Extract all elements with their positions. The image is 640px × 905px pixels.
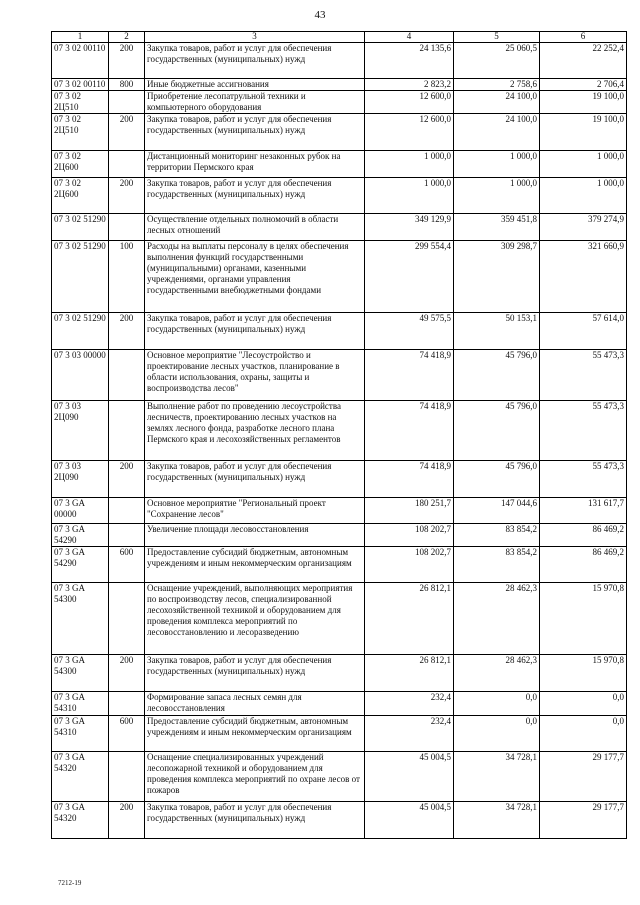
amount-cell: 49 575,5 [365,313,454,350]
target-code-cell: 07 3 02 00110 [52,43,109,79]
amount-cell: 1 000,0 [540,178,627,214]
description-cell: Иные бюджетные ассигнования [145,79,365,91]
expense-type-cell [109,91,145,114]
target-code-cell: 07 3 GA 54300 [52,655,109,692]
description-cell: Выполнение работ по проведению лесоустройства лесничеств, проектированию лесных участков на землях лесного фонда, разработке лесного плана Пермского края и лесохозяйственных регламентов [145,401,365,461]
amount-cell: 29 177,7 [540,802,627,839]
amount-cell: 12 600,0 [365,91,454,114]
expense-type-cell: 200 [109,114,145,151]
description-cell: Дистанционный мониторинг незаконных рубок на территории Пермского края [145,151,365,178]
description-cell: Приобретение лесопатрульной техники и компьютерного оборудования [145,91,365,114]
expense-type-cell: 200 [109,313,145,350]
description-cell: Оснащение специализированных учреждений лесопожарной техникой и оборудованием для проведения комплекса мероприятий по охране лесов от пожаров [145,752,365,802]
amount-cell: 45 796,0 [454,401,540,461]
target-code-cell: 07 3 02 51290 [52,241,109,313]
table-row [52,350,627,401]
amount-cell: 50 153,1 [454,313,540,350]
amount-cell: 55 473,3 [540,461,627,498]
description-cell: Оснащение учреждений, выполняющих мероприятия по воспроизводству лесов, специализированной лесохозяйственной техникой и оборудованием для проведения комплекса мероприятий по лесовосстановлению и лесоразведению [145,583,365,655]
table-row [52,655,627,692]
target-code-cell: 07 3 GA 54310 [52,716,109,752]
document-footer-code: 7212-19 [58,879,82,887]
amount-cell: 1 000,0 [454,178,540,214]
amount-cell: 34 728,1 [454,752,540,802]
description-cell: Предоставление субсидий бюджетным, автономным учреждениям и иным некоммерческим организациям [145,716,365,752]
description-cell: Закупка товаров, работ и услуг для обеспечения государственных (муниципальных) нужд [145,313,365,350]
expense-type-cell: 200 [109,43,145,79]
column-header: 6 [540,32,627,43]
amount-cell: 309 298,7 [454,241,540,313]
expense-type-cell [109,401,145,461]
description-cell: Предоставление субсидий бюджетным, автономным учреждениям и иным некоммерческим организациям [145,547,365,583]
amount-cell: 45 796,0 [454,461,540,498]
table-row [52,214,627,241]
amount-cell: 147 044,6 [454,498,540,524]
amount-cell: 321 660,9 [540,241,627,313]
description-cell: Закупка товаров, работ и услуг для обеспечения государственных (муниципальных) нужд [145,461,365,498]
amount-cell: 2 758,6 [454,79,540,91]
target-code-cell: 07 3 02 00110 [52,79,109,91]
target-code-cell: 07 3 02 51290 [52,313,109,350]
expense-type-cell: 600 [109,547,145,583]
amount-cell: 0,0 [540,716,627,752]
target-code-cell: 07 3 GA 54310 [52,692,109,716]
target-code-cell: 07 3 GA 54300 [52,583,109,655]
description-cell: Расходы на выплаты персоналу в целях обеспечения выполнения функций государственными (муниципальными) органами, казенными учреждениями, органами управления государственными внебюджетными фондами [145,241,365,313]
target-code-cell: 07 3 02 2Ц600 [52,151,109,178]
amount-cell: 55 473,3 [540,350,627,401]
table-row [52,692,627,716]
amount-cell: 19 100,0 [540,91,627,114]
amount-cell: 24 135,6 [365,43,454,79]
amount-cell: 28 462,3 [454,583,540,655]
table-row [52,547,627,583]
amount-cell: 74 418,9 [365,461,454,498]
expense-type-cell: 200 [109,461,145,498]
amount-cell: 45 004,5 [365,802,454,839]
description-cell: Закупка товаров, работ и услуг для обеспечения государственных (муниципальных) нужд [145,114,365,151]
target-code-cell: 07 3 03 00000 [52,350,109,401]
amount-cell: 0,0 [540,692,627,716]
amount-cell: 2 706,4 [540,79,627,91]
table-row [52,178,627,214]
page-number: 43 [314,9,326,21]
amount-cell: 28 462,3 [454,655,540,692]
table-row [52,313,627,350]
target-code-cell: 07 3 03 2Ц090 [52,461,109,498]
expense-type-cell [109,214,145,241]
table-row [52,241,627,313]
table-row [52,752,627,802]
expense-type-cell: 100 [109,241,145,313]
expense-type-cell: 600 [109,716,145,752]
description-cell: Закупка товаров, работ и услуг для обеспечения государственных (муниципальных) нужд [145,178,365,214]
expense-type-cell [109,498,145,524]
column-header: 1 [52,32,109,43]
target-code-cell: 07 3 02 51290 [52,214,109,241]
amount-cell: 349 129,9 [365,214,454,241]
amount-cell: 29 177,7 [540,752,627,802]
amount-cell: 1 000,0 [365,178,454,214]
expense-type-cell [109,752,145,802]
amount-cell: 131 617,7 [540,498,627,524]
description-cell: Закупка товаров, работ и услуг для обеспечения государственных (муниципальных) нужд [145,655,365,692]
expense-type-cell [109,350,145,401]
description-cell: Основное мероприятие "Лесоустройство и проектирование лесных участков, планирование в области использования, охраны, защиты и воспроизводства лесов" [145,350,365,401]
amount-cell: 55 473,3 [540,401,627,461]
description-cell: Основное мероприятие "Региональный проект "Сохранение лесов" [145,498,365,524]
amount-cell: 83 854,2 [454,547,540,583]
expense-type-cell [109,583,145,655]
amount-cell: 180 251,7 [365,498,454,524]
description-cell: Формирование запаса лесных семян для лесовосстановления [145,692,365,716]
amount-cell: 299 554,4 [365,241,454,313]
amount-cell: 15 970,8 [540,655,627,692]
amount-cell: 83 854,2 [454,524,540,547]
expense-type-cell [109,692,145,716]
amount-cell: 232,4 [365,692,454,716]
amount-cell: 0,0 [454,692,540,716]
expense-type-cell: 200 [109,802,145,839]
table-row [52,43,627,79]
description-cell: Закупка товаров, работ и услуг для обеспечения государственных (муниципальных) нужд [145,802,365,839]
amount-cell: 232,4 [365,716,454,752]
expense-type-cell [109,151,145,178]
amount-cell: 1 000,0 [540,151,627,178]
amount-cell: 26 812,1 [365,655,454,692]
target-code-cell: 07 3 03 2Ц090 [52,401,109,461]
amount-cell: 15 970,8 [540,583,627,655]
amount-cell: 108 202,7 [365,547,454,583]
target-code-cell: 07 3 02 2Ц600 [52,178,109,214]
target-code-cell: 07 3 GA 54290 [52,547,109,583]
table-row [52,461,627,498]
amount-cell: 22 252,4 [540,43,627,79]
expense-type-cell: 200 [109,178,145,214]
table-row [52,79,627,91]
amount-cell: 26 812,1 [365,583,454,655]
budget-table [51,31,627,839]
target-code-cell: 07 3 GA 54320 [52,802,109,839]
amount-cell: 34 728,1 [454,802,540,839]
amount-cell: 108 202,7 [365,524,454,547]
table-row [52,114,627,151]
column-header: 4 [365,32,454,43]
description-cell: Увеличение площади лесовосстановления [145,524,365,547]
table-row [52,401,627,461]
table-row [52,583,627,655]
amount-cell: 379 274,9 [540,214,627,241]
amount-cell: 45 004,5 [365,752,454,802]
amount-cell: 74 418,9 [365,350,454,401]
table-row [52,91,627,114]
table-row [52,151,627,178]
description-cell: Закупка товаров, работ и услуг для обеспечения государственных (муниципальных) нужд [145,43,365,79]
amount-cell: 19 100,0 [540,114,627,151]
column-header: 5 [454,32,540,43]
column-header: 2 [109,32,145,43]
table-row [52,498,627,524]
amount-cell: 45 796,0 [454,350,540,401]
amount-cell: 359 451,8 [454,214,540,241]
amount-cell: 86 469,2 [540,547,627,583]
amount-cell: 24 100,0 [454,91,540,114]
amount-cell: 0,0 [454,716,540,752]
amount-cell: 24 100,0 [454,114,540,151]
target-code-cell: 07 3 02 2Ц510 [52,114,109,151]
target-code-cell: 07 3 GA 54290 [52,524,109,547]
amount-cell: 12 600,0 [365,114,454,151]
amount-cell: 2 823,2 [365,79,454,91]
target-code-cell: 07 3 02 2Ц510 [52,91,109,114]
amount-cell: 1 000,0 [454,151,540,178]
expense-type-cell: 800 [109,79,145,91]
target-code-cell: 07 3 GA 54320 [52,752,109,802]
table-header-row [52,32,627,43]
table-row [52,802,627,839]
amount-cell: 74 418,9 [365,401,454,461]
amount-cell: 57 614,0 [540,313,627,350]
expense-type-cell [109,524,145,547]
amount-cell: 86 469,2 [540,524,627,547]
column-header: 3 [145,32,365,43]
table-row [52,524,627,547]
target-code-cell: 07 3 GA 00000 [52,498,109,524]
amount-cell: 1 000,0 [365,151,454,178]
expense-type-cell: 200 [109,655,145,692]
table-row [52,716,627,752]
amount-cell: 25 060,5 [454,43,540,79]
description-cell: Осуществление отдельных полномочий в области лесных отношений [145,214,365,241]
